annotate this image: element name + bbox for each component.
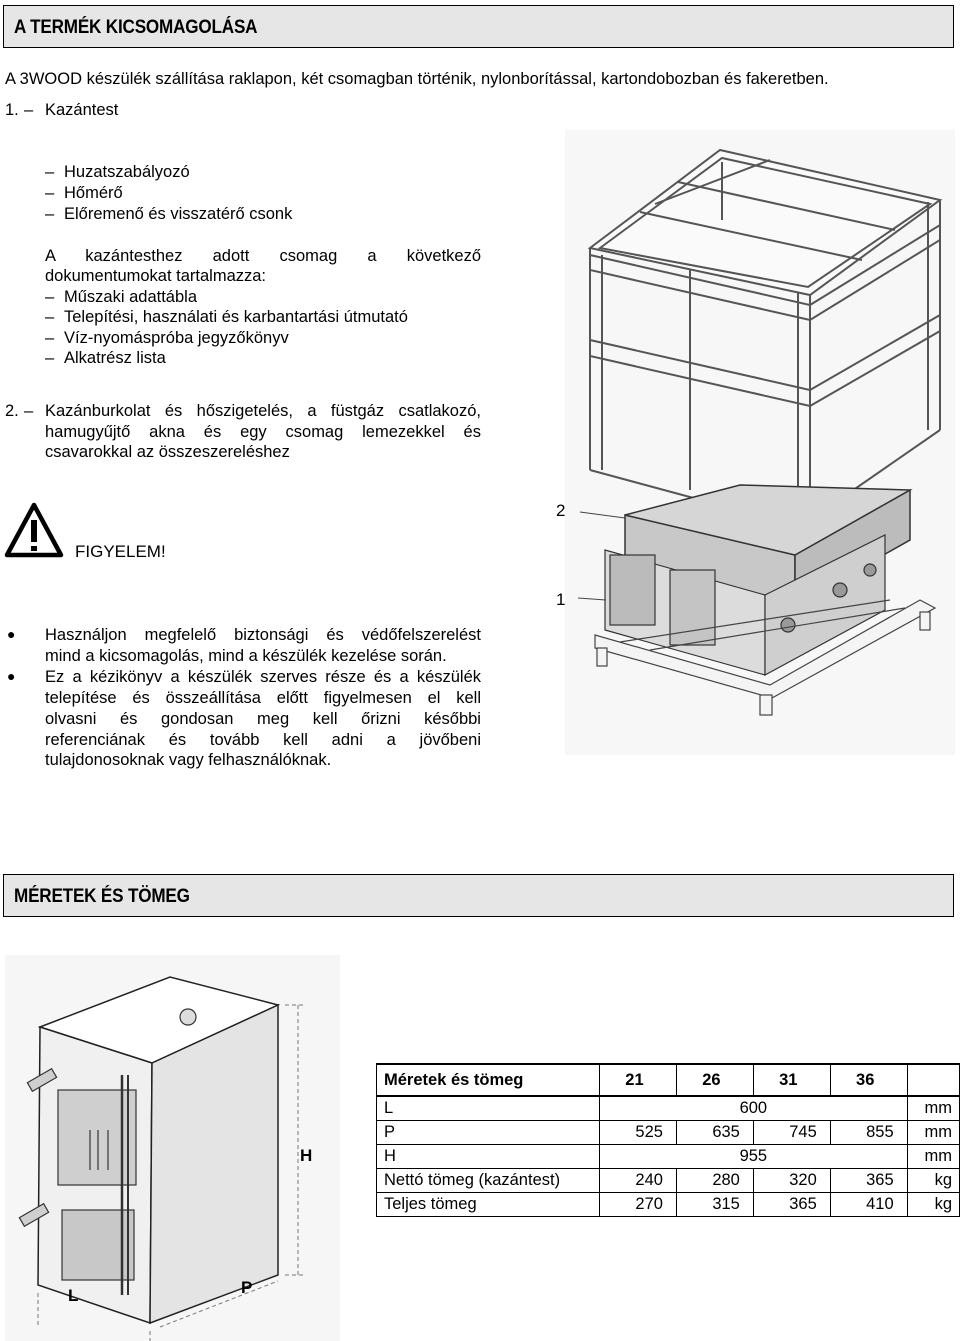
section-title: MÉRETEK ÉS TÖMEG [14, 886, 190, 907]
table-header-cell: Méretek és tömeg [377, 1064, 600, 1096]
table-row [377, 1169, 960, 1193]
row-unit: kg [907, 1193, 959, 1217]
warning-triangle-icon [4, 502, 64, 558]
packaging-illustration [540, 130, 958, 755]
table-header-cell: 36 [830, 1064, 907, 1096]
intro-text: A 3WOOD készülék szállítása raklapon, két csomagban történik, nylonborítással, kartondobozban és fakeretben. [5, 70, 829, 88]
bullet2-line: referenciának és tovább kell adni a jövőbeni [45, 731, 481, 749]
part-item: – Huzatszabályozó [45, 163, 190, 181]
dimension-label-h: H [300, 1146, 313, 1165]
dimensions-table [376, 1063, 960, 1217]
bullet-dot-icon: ● [7, 626, 16, 642]
part-item: – Hőmérő [45, 184, 123, 202]
row-value: 525 [600, 1121, 677, 1145]
table-header-cell [907, 1064, 959, 1096]
row-value: 955 [600, 1145, 908, 1169]
section-header-unpacking [3, 5, 954, 48]
section-header-dimensions [3, 874, 954, 917]
row-unit: mm [907, 1121, 959, 1145]
row-value: 855 [830, 1121, 907, 1145]
item2-text-line: Kazánburkolat és hőszigetelés, a füstgáz csatlakozó, [45, 402, 481, 420]
row-value: 410 [830, 1193, 907, 1217]
doc-item: – Alkatrész lista [45, 349, 166, 367]
bullet1-line: mind a kicsomagolás, mind a készülék kezelése során. [45, 647, 447, 665]
item1-title: Kazántest [45, 101, 119, 119]
bullet2-line: tulajdonosoknak vagy felhasználóknak. [45, 751, 332, 769]
table-header-cell: 31 [753, 1064, 830, 1096]
dimensions-illustration [0, 955, 345, 1341]
row-value: 745 [753, 1121, 830, 1145]
table-row [377, 1145, 960, 1169]
table-header-cell: 26 [676, 1064, 753, 1096]
item1-dash: – [24, 101, 34, 119]
bullet2-line: Ez a kézikönyv a készülék szerves része és a készülék [45, 668, 482, 686]
row-unit: mm [907, 1145, 959, 1169]
bullet-dot-icon: ● [7, 668, 16, 684]
item2-dash: – [24, 402, 34, 420]
row-value: 320 [753, 1169, 830, 1193]
doc-item: – Telepítési, használati és karbantartási útmutató [45, 308, 408, 326]
row-value: 315 [676, 1193, 753, 1217]
row-label: Teljes tömeg [377, 1193, 600, 1217]
row-unit: mm [907, 1096, 959, 1121]
bullet2-line: telepítése és összeállítása előtt figyelmesen el kell [45, 689, 482, 707]
doc-item: – Víz-nyomáspróba jegyzőkönyv [45, 329, 289, 347]
row-value: 365 [830, 1169, 907, 1193]
docs-intro-line: A kazántesthez adott csomag a következő [45, 247, 482, 265]
dimension-label-l: L [68, 1286, 79, 1305]
row-label: Nettó tömeg (kazántest) [377, 1169, 600, 1193]
bullet2-line: olvasni és gondosan meg kell őrizni későbbi [45, 710, 481, 728]
section-title: A TERMÉK KICSOMAGOLÁSA [14, 17, 258, 38]
part-item: – Előremenő és visszatérő csonk [45, 205, 293, 223]
doc-item: – Műszaki adattábla [45, 288, 197, 306]
table-header-cell: 21 [600, 1064, 677, 1096]
table-row [377, 1096, 960, 1121]
row-value: 270 [600, 1193, 677, 1217]
row-value: 280 [676, 1169, 753, 1193]
item1-number: 1. [5, 101, 19, 119]
row-unit: kg [907, 1169, 959, 1193]
row-label: L [377, 1096, 600, 1121]
row-value: 365 [753, 1193, 830, 1217]
callout-label-1: 1 [556, 590, 566, 609]
item2-text-line: csavarokkal az összeszereléshez [45, 443, 290, 461]
dimension-label-p: P [241, 1278, 253, 1297]
figure-callouts [540, 495, 580, 615]
row-label: P [377, 1121, 600, 1145]
row-label: H [377, 1145, 600, 1169]
callout-label-2: 2 [556, 501, 566, 520]
warning-label: FIGYELEM! [75, 542, 166, 561]
table-row [377, 1193, 960, 1217]
table-row [377, 1121, 960, 1145]
row-value: 240 [600, 1169, 677, 1193]
item2-text-line: hamugyűjtő akna és egy csomag lemezekkel és [45, 423, 481, 441]
table-header-row [377, 1064, 960, 1096]
row-value: 635 [676, 1121, 753, 1145]
bullet1-line: Használjon megfelelő biztonsági és védőfelszerelést [45, 626, 481, 644]
item2-number: 2. [5, 402, 19, 420]
row-value: 600 [600, 1096, 908, 1121]
docs-intro-line: dokumentumokat tartalmazza: [45, 267, 267, 285]
